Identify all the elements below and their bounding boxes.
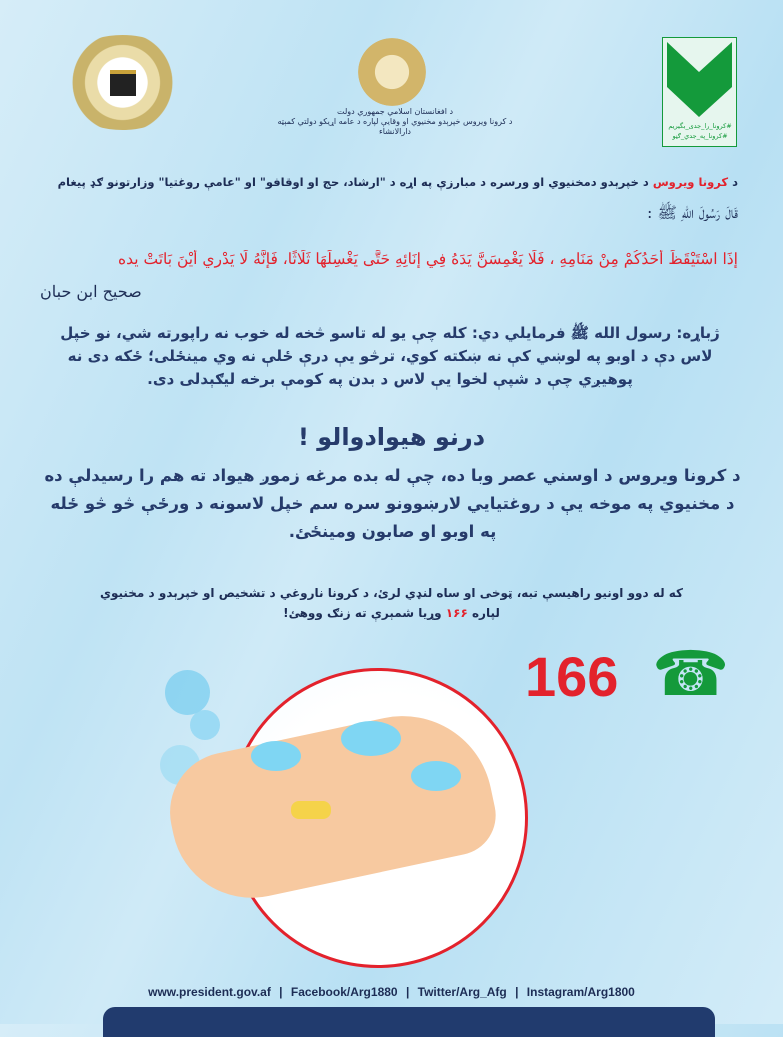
title-highlight: کرونا ویروس [652,175,729,189]
hadith-source: صحیح ابن حبان [40,282,142,301]
heading: درنو هیوادوالو ! [297,423,486,451]
campaign-tag-1: #کرونا_را_جدی_بگیریم [668,122,732,130]
website-link[interactable]: www.president.gov.af [148,985,271,999]
campaign-tag-2: #کرونا_په_جدي_ګڼو [672,132,728,140]
handwashing-illustration [228,668,528,968]
hotline-number-inline: ۱۶۶ [445,606,468,620]
caption-line1: د افغانستان اسلامي جمهوري دولت [336,107,454,116]
footer-bar [103,1007,715,1037]
hotline-number[interactable]: 166 [525,645,619,708]
translation-paragraph: ژباړه: رسول الله ﷺ فرمایلي دي: کله چې یو له تاسو څخه له خوب نه راپورته شي، نو خپل لاس دې د اوبو په لوښي کې نه ښکته کوي، ترڅو یې درې ځلې نه وي مینځلی؛ ځکه دی نه پوهیږي چې د شپې لخوا یې لاس د بدن په کومې برخه لیګېدلی دی. [60,324,720,388]
ministry-emblem-logo [55,35,190,130]
chevron-down-icon [667,42,732,117]
campaign-logo [662,37,737,147]
message-title: د کرونا ویروس د خپرېدو دمخنیوي او ورسره د مبارزې په اړه د "ارشاد، حج او اوقافو" او "عامې روغتیا" وزارتونو ګډ پیغام [57,175,738,189]
hotline-line1: که له دوو اونیو راهیسې تبه، ټوخی او ساه لنډي لرئ، د کرونا ناروغي د تشخیص او خپرېدو د مخنیوي [99,586,684,600]
twitter-link[interactable]: Twitter/Arg_Afg [417,985,507,999]
instagram-link[interactable]: Instagram/Arg1800 [526,985,635,999]
quote-intro: قَالَ رَسُولَ اللهِ ﷺ : [646,203,738,222]
footer-links: www.president.gov.af | Facebook/Arg1880 | Twitter/Arg_Afg | Instagram/Arg1800 [148,985,635,999]
afghanistan-emblem-logo [358,38,426,106]
caption-line2: د کرونا ویروس خپرېدو مخنیوي او وقایې لپاره د عامه اړیکو دولتي کمېټه [277,117,513,126]
hadith-text: إِذَا اسْتَيْقَظَ أَحَدُكُمْ مِنْ مَنَامِهِ ، فَلَا يَغْمِسَنَّ يَدَهُ فِي إِنَائِهِ حَتَّى يَغْسِلَهَا ثَلَاثًا، فَإِنَّهُ لَا يَدْرِي أَيْنَ بَاتَتْ يده [118,250,738,268]
facebook-link[interactable]: Facebook/Arg1880 [290,985,398,999]
telephone-icon: ☎ [652,637,730,710]
caption-line3: دارالانشاء [379,127,411,136]
body-paragraph: د کرونا ویروس د اوسني عصر وبا ده، چې له بده مرغه زموږ هیواد ته هم را رسیدلې ده د مخنیوي په موخه یې د روغتیایي لارښوونو سره سم خپل لاسونه د ورځې څو څو ځله په اوبو او صابون ومینځئ. [44,466,741,541]
hotline-line2: لپاره ۱۶۶ وړیا شمېرې ته زنګ ووهئ! [283,606,500,620]
kaaba-icon [110,70,136,96]
